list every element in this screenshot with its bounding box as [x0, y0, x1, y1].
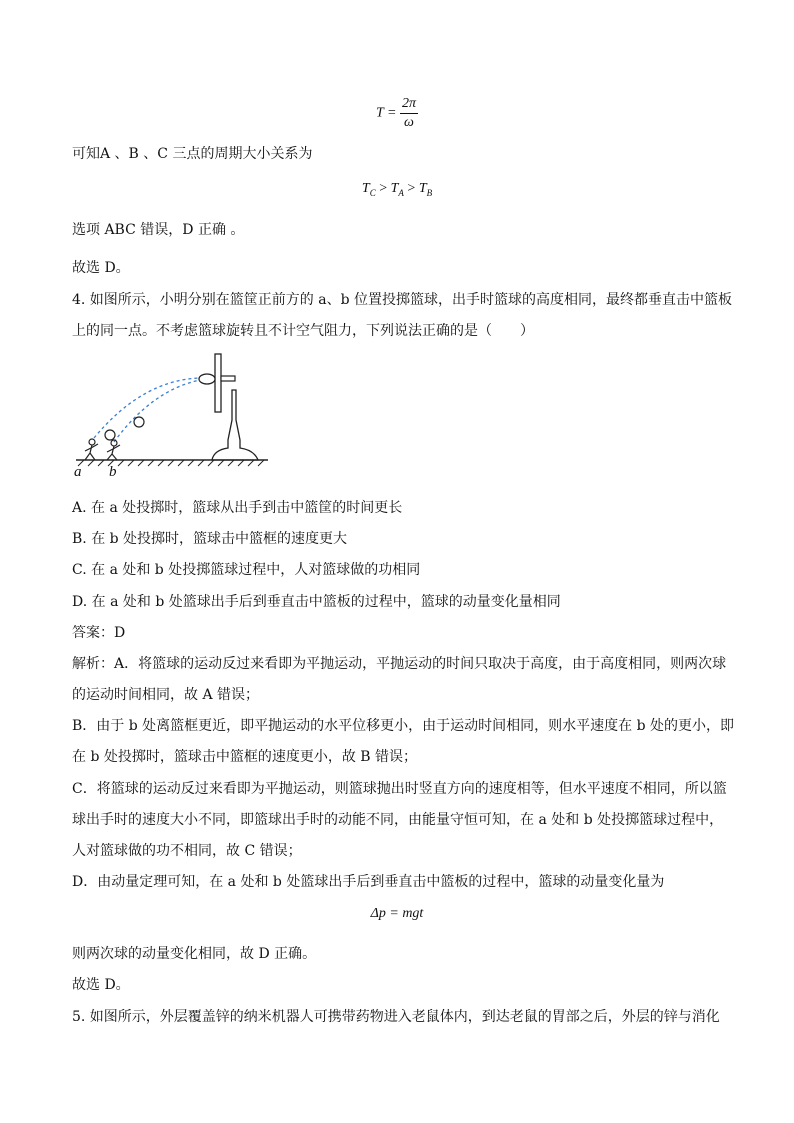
backboard: [215, 354, 221, 412]
formula-period-fraction: [400, 95, 418, 132]
formula-relation-gt1: >: [379, 181, 388, 196]
options-wrong-line: 选项 ABC 错误，D 正确 。: [72, 222, 245, 238]
q4-stem-line-2: 上的同一点。不考虑篮球旋转且不计空气阻力，下列说法正确的是（ ）: [72, 323, 534, 339]
ground-hatching: [78, 460, 264, 466]
hoop-arm: [221, 376, 235, 381]
formula-relation-t2: T: [390, 181, 399, 196]
q4-analysis-2: 的运动时间相同，故 A 错误；: [72, 687, 260, 703]
q4-stem-line-1: 4. 如图所示，小明分别在篮筐正前方的 a、b 位置投掷篮球，出手时篮球的高度相同，最终都垂直击中篮板: [72, 292, 733, 308]
basketball-figure: [72, 350, 272, 480]
formula-momentum: Δp = mgt: [370, 906, 424, 921]
hoop-rim: [199, 374, 215, 384]
formula-relation-s2: A: [398, 187, 404, 198]
formula-period: [0, 95, 794, 132]
q4-option-d: D. 在 a 处和 b 处篮球出手后到垂直击中篮板的过程中，篮球的动量变化量相同: [72, 594, 561, 610]
q4-analysis-7: 人对篮球做的功不相同，故 C 错误；: [72, 843, 302, 859]
relation-intro: 可知A 、B 、C 三点的周期大小关系为: [72, 146, 313, 162]
q4-choose: 故选 D。: [72, 977, 130, 993]
person-a: [85, 439, 98, 460]
q4-analysis-3: B．由于 b 处离篮框更近，即平抛运动的水平位移更小，由于运动时间相同，则水平速度在 b 处的更小，即: [72, 718, 735, 734]
q4-option-b: B. 在 b 处投掷时，篮球击中篮框的速度更大: [72, 531, 348, 547]
formula-relation: [0, 181, 794, 198]
formula-relation-s1: C: [369, 187, 376, 198]
figure-label-a: a: [74, 464, 82, 480]
formula-period-numerator: 2π: [400, 95, 418, 114]
formula-period-lhs: T =: [376, 105, 397, 121]
formula-relation-s3: B: [426, 187, 433, 198]
q4-option-c: C. 在 a 处和 b 处投掷篮球过程中，人对篮球做的功相同: [72, 562, 421, 578]
formula-relation-t1: T: [361, 181, 370, 196]
q5-stem-line-1: 5. 如图所示，外层覆盖锌的纳米机器人可携带药物进入老鼠体内，到达老鼠的胃部之后，外层的锌与消化: [72, 1009, 720, 1025]
trajectory-a: [94, 378, 200, 438]
formula-relation-t3: T: [418, 181, 427, 196]
figure-label-b: b: [109, 464, 117, 480]
q4-analysis-8: D．由动量定理可知，在 a 处和 b 处篮球出手后到垂直击中篮板的过程中，篮球的动量变化量为: [72, 874, 665, 890]
formula-relation-gt2: >: [407, 181, 416, 196]
q4-answer: 答案：D: [72, 625, 126, 641]
basketball-figure-svg: [72, 350, 272, 480]
person-b: [107, 440, 120, 460]
q4-analysis-9: 则两次球的动量变化相同，故 D 正确。: [72, 946, 317, 962]
q4-analysis-1: 解析：A．将篮球的运动反过来看即为平抛运动，平抛运动的时间只取决于高度，由于高度相同，则两次球: [72, 656, 727, 672]
q4-analysis-4: 在 b 处投掷时，篮球击中篮框的速度更小，故 B 错误；: [72, 749, 418, 765]
choose-d-line: 故选 D。: [72, 260, 130, 276]
q4-option-a: A. 在 a 处投掷时，篮球从出手到击中篮筐的时间更长: [72, 500, 403, 516]
formula-period-denominator: ω: [404, 115, 414, 130]
ball-b: [134, 417, 144, 427]
trajectory-b: [114, 380, 200, 442]
q4-analysis-6: 球出手时的速度大小不同，即篮球出手时的动能不同，由能量守恒可知，在 a 处和 b 处投掷篮球过程中，: [72, 812, 724, 828]
q4-analysis-5: C．将篮球的运动反过来看即为平抛运动，则篮球抛出时竖直方向的速度相等，但水平速度不相同，所以篮: [72, 781, 727, 797]
ball-a: [105, 430, 115, 440]
